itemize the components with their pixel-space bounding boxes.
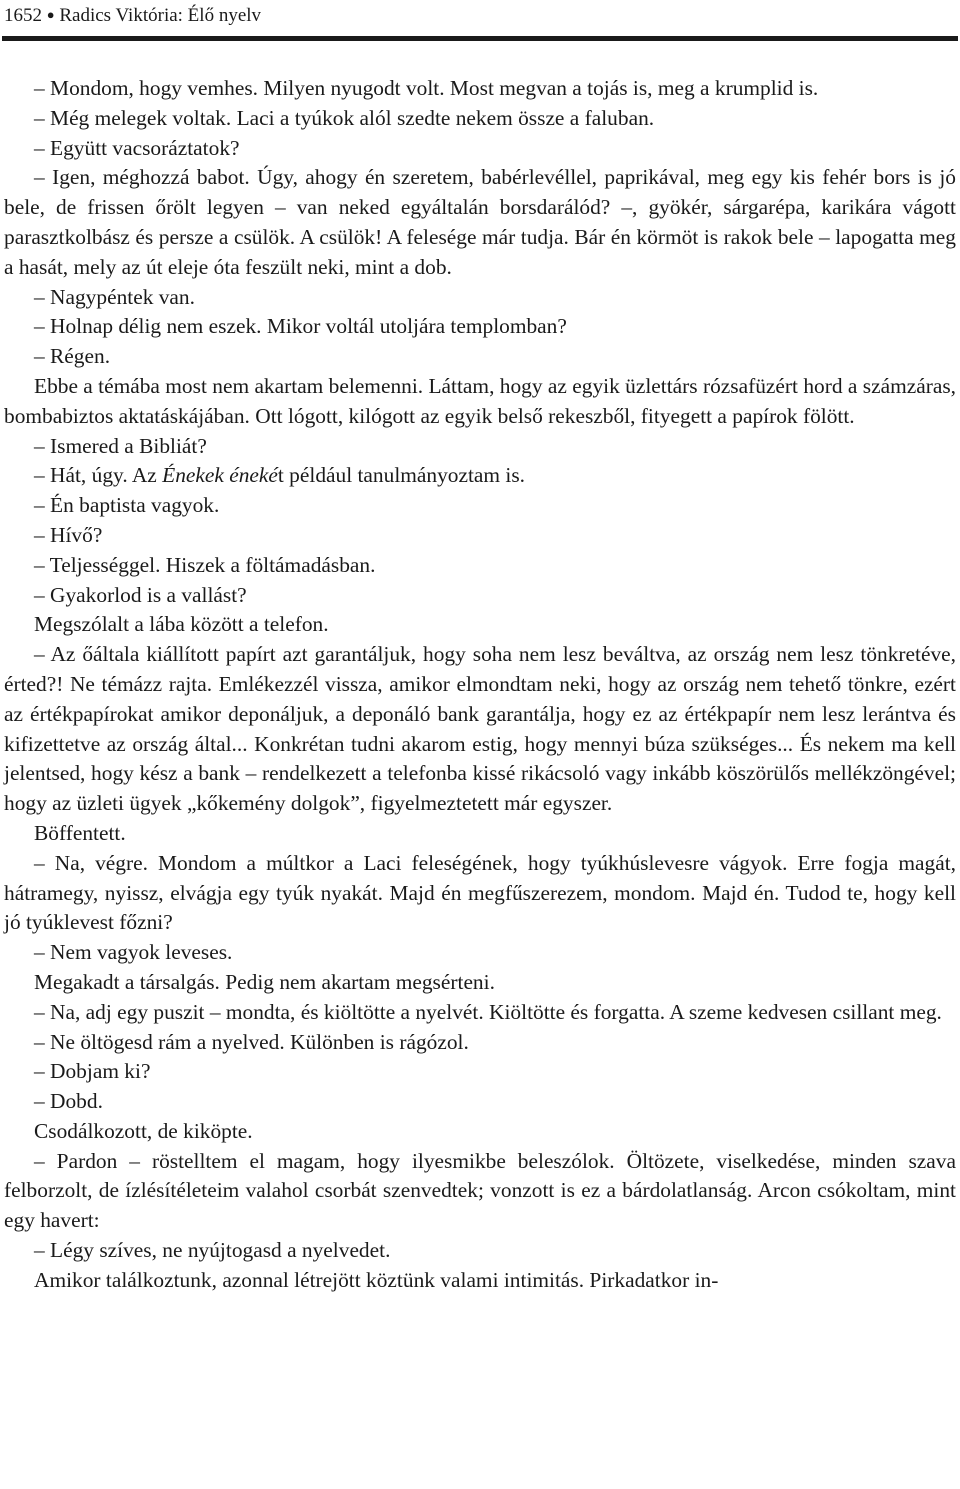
paragraph: – Na, végre. Mondom a múltkor a Laci feleségének, hogy tyúkhúslevesre vágyok. Erre fogja magát, hátramegy, nyissz, elvágja egy tyúk nyakát. Majd én megfűszerezem, mondom. Majd én. Tudod te, hogy kell jó tyúklevest főzni?	[4, 850, 956, 935]
body-text	[4, 74, 956, 1296]
paragraph: – Holnap délig nem eszek. Mikor voltál utoljára templomban?	[34, 314, 567, 339]
bullet-separator: ●	[46, 7, 55, 22]
paragraph: Csodálkozott, de kiköpte.	[34, 1118, 253, 1143]
paragraph: – Ne öltögesd rám a nyelved. Különben is rágózol.	[34, 1029, 469, 1054]
running-title: Radics Viktória: Élő nyelv	[59, 5, 262, 26]
paragraph: Amikor találkoztunk, azonnal létrejött köztünk valami intimitás. Pirkadatkor in-	[34, 1267, 719, 1292]
running-header	[4, 2, 956, 32]
paragraph: – Együtt vacsoráztatok?	[34, 135, 240, 160]
paragraph: – Még melegek voltak. Laci a tyúkok alól szedte nekem össze a faluban.	[34, 105, 655, 130]
paragraph: – Ismered a Bibliát?	[34, 433, 207, 458]
paragraph: Megakadt a társalgás. Pedig nem akartam megsérteni.	[34, 969, 495, 994]
paragraph: – Légy szíves, ne nyújtogasd a nyelvedet.	[34, 1238, 391, 1263]
paragraph: Böffentett.	[34, 820, 126, 845]
paragraph: – Régen.	[34, 344, 111, 369]
paragraph: – Nem vagyok leveses.	[34, 940, 233, 965]
page-number: 1652	[4, 5, 42, 26]
paragraph: – Dobd.	[34, 1089, 103, 1114]
paragraph: Megszólalt a lába között a telefon.	[34, 612, 329, 637]
paragraph: – Gyakorlod is a vallást?	[34, 582, 247, 607]
paragraph: – Én baptista vagyok.	[34, 493, 220, 518]
paragraph: – Na, adj egy puszit – mondta, és kiöltötte a nyelvét. Kiöltötte és forgatta. A szeme kedvesen csillant meg.	[34, 999, 942, 1024]
paragraph: – Mondom, hogy vemhes. Milyen nyugodt volt. Most megvan a tojás is, meg a krumplid is.	[34, 76, 819, 100]
paragraph: – Igen, méghozzá babot. Úgy, ahogy én szeretem, babérlevéllel, paprikával, meg egy kis fehér bors is jó bele, de frissen őrölt legyen – van neked egyáltalán borsdarálód? –, gyökér, sárgarépa, karikára vágott parasztkolbász és persze a csülök. A csülök! A felesége már tudja. Bár én körmöt is rakok bele – lapogatta meg a hasát, mely az út eleje óta feszült neki, mint a dob.	[4, 165, 956, 279]
paragraph: – Dobjam ki?	[34, 1059, 151, 1084]
paragraph	[4, 461, 956, 491]
header-rule	[2, 36, 958, 41]
paragraph: Ebbe a témába most nem akartam belemenni. Láttam, hogy az egyik üzlettárs rózsafüzért hord a számzáras, bombabiztos aktatáskájában. Ott lógott, kilógott az egyik belső rekeszből, fityegett a papírok fölött.	[4, 373, 956, 428]
paragraph: – Hívő?	[34, 522, 103, 547]
book-title-italic: Énekek éneké	[162, 463, 278, 488]
paragraph: – Pardon – röstelltem el magam, hogy ilyesmikbe beleszólok. Öltözete, viselkedése, minden szava felborzolt, de ízlésítéleteim valahol csorbát szenvedtek; vonzott is ez a bárdolatlanság. Arcon csókoltam, mint egy havert:	[4, 1148, 956, 1233]
paragraph: – Nagypéntek van.	[34, 284, 195, 309]
paragraph-text: t például tanulmányoztam is.	[277, 463, 526, 488]
paragraph-text: – Hát, úgy. Az	[34, 463, 163, 488]
paragraph: – Az őáltala kiállított papírt azt garantáljuk, hogy soha nem lesz beváltva, az ország nem lesz tönkretéve, érted?! Ne témázz rajta. Emlékezzél vissza, amikor elmondtam neki, hogy az ország nem tehető tönkre, ezért az értékpapírokat amikor deponáljuk, a deponáló bank garantálja, hogy ez az értékpapír nem lesz lerántva és kifizettetve az ország által... Konkrétan tudni akarom estig, hogy mennyi búza szükséges... És nekem ma kell jelentsed, hogy kész a bank – rendelkezett a telefonba kissé rikácsoló vagy inkább köszörülős mellékzöngével; hogy az üzleti ügyek „kőkemény dolgok”, figyelmeztetett már egyszer.	[4, 642, 956, 816]
paragraph: – Teljességgel. Hiszek a föltámadásban.	[34, 552, 376, 577]
